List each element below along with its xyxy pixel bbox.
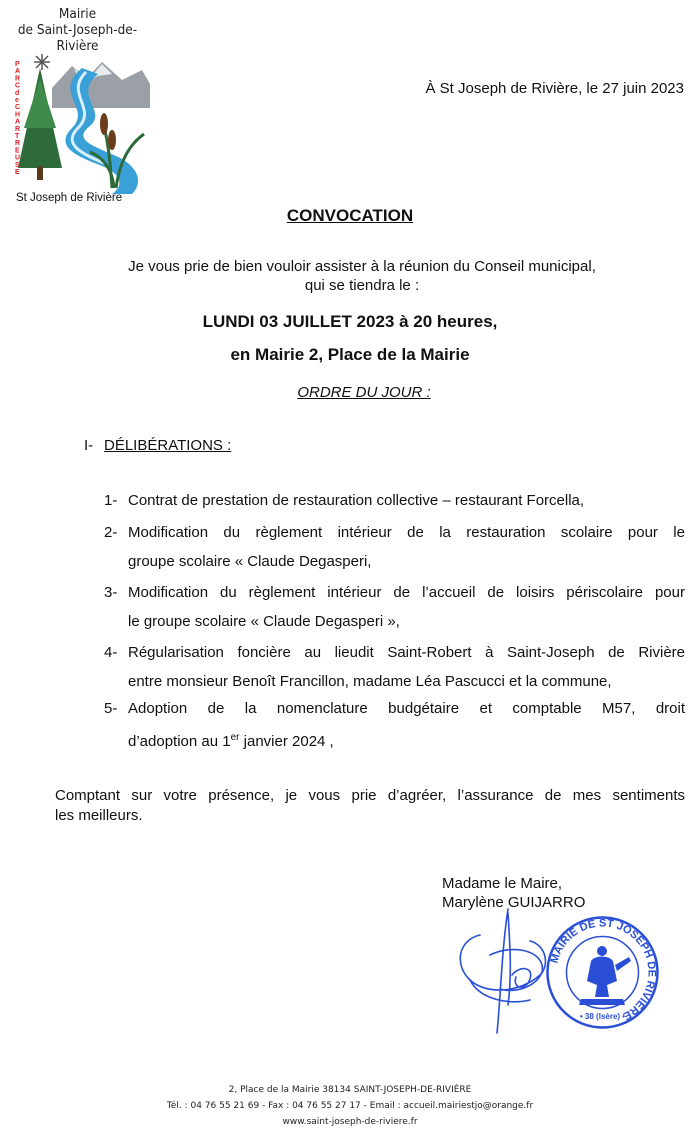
svg-text:• 38 (Isère) •: • 38 (Isère) • xyxy=(579,1012,626,1021)
handwritten-signature xyxy=(450,905,560,1035)
mairie-header xyxy=(0,6,155,54)
section-label: DÉLIBÉRATIONS : xyxy=(104,437,232,454)
section-number: I- xyxy=(84,437,94,454)
mairie-line1: Mairie xyxy=(58,6,97,22)
logo-caption: St Joseph de Rivière xyxy=(16,192,123,204)
agenda-item xyxy=(128,638,685,696)
item-number: 5- xyxy=(104,700,118,717)
logo-vertical-text: P A R C d e C H A R T R E U S E xyxy=(15,61,21,176)
svg-text:MAIRIE DE ST JOSEPH DE RIVIÈRE: MAIRIE DE ST JOSEPH DE RIVIÈRE xyxy=(548,917,658,1022)
item-number: 3- xyxy=(104,584,118,601)
intro-line-2: qui se tiendra le : xyxy=(304,277,420,294)
date-line: À St Joseph de Rivière, le 27 juin 2023 xyxy=(425,80,684,97)
item-text-line: groupe scolaire « Claude Degasperi, xyxy=(128,553,372,570)
footer-address: 2, Place de la Mairie 38134 SAINT-JOSEPH-DE-RIVIÈRE xyxy=(228,1085,472,1095)
commune-logo xyxy=(12,48,150,208)
item-number: 4- xyxy=(104,644,118,661)
closing-line-1: Comptant sur votre présence, je vous prie d’agréer, l’assurance de mes sentiments xyxy=(55,787,685,804)
document-title: CONVOCATION xyxy=(286,206,414,225)
item-text-line: le groupe scolaire « Claude Degasperi », xyxy=(128,613,400,630)
signatory-name: Marylène GUIJARRO xyxy=(442,894,586,911)
item-text: Contrat de prestation de restauration collective – restaurant Forcella, xyxy=(128,492,585,509)
closing-line-2: les meilleurs. xyxy=(55,807,143,824)
item-text-line: Régularisation foncière au lieudit Saint-Robert à Saint-Joseph de Rivière xyxy=(128,644,685,661)
signatory-role: Madame le Maire, xyxy=(442,875,563,892)
agenda-item xyxy=(128,694,685,756)
item-number: 1- xyxy=(104,492,118,509)
agenda-item xyxy=(128,578,685,636)
meeting-place: en Mairie 2, Place de la Mairie xyxy=(230,345,470,364)
item-number: 2- xyxy=(104,524,118,541)
agenda-item xyxy=(128,518,685,576)
intro-line-1: Je vous prie de bien vouloir assister à la réunion du Conseil municipal, xyxy=(128,258,596,275)
item-text-line: Modification du règlement intérieur de l’accueil de loisirs périscolaire pour xyxy=(128,584,685,601)
agenda-label: ORDRE DU JOUR : xyxy=(297,384,431,401)
closing-paragraph xyxy=(55,786,685,826)
meeting-date: LUNDI 03 JUILLET 2023 à 20 heures, xyxy=(202,312,498,331)
item-text-line: d’adoption au 1er janvier 2024 , xyxy=(128,732,334,750)
item-text-line: Adoption de la nomenclature budgétaire et comptable M57, droit xyxy=(128,700,685,717)
footer-website: www.saint-joseph-de-riviere.fr xyxy=(282,1117,418,1127)
agenda-item xyxy=(128,486,685,515)
official-stamp xyxy=(545,915,660,1030)
logo-graphic xyxy=(12,48,150,208)
item-text-line: entre monsieur Benoît Francillon, madame Léa Pascucci et la commune, xyxy=(128,673,612,690)
mairie-line2: de Saint-Joseph-de-Rivière xyxy=(17,22,138,54)
footer-contact: Tél. : 04 76 55 21 69 - Fax : 04 76 55 27 17 - Email : accueil.mairiestjo@orange.fr xyxy=(166,1101,534,1111)
item-text-line: Modification du règlement intérieur de la restauration scolaire pour le xyxy=(128,524,685,541)
